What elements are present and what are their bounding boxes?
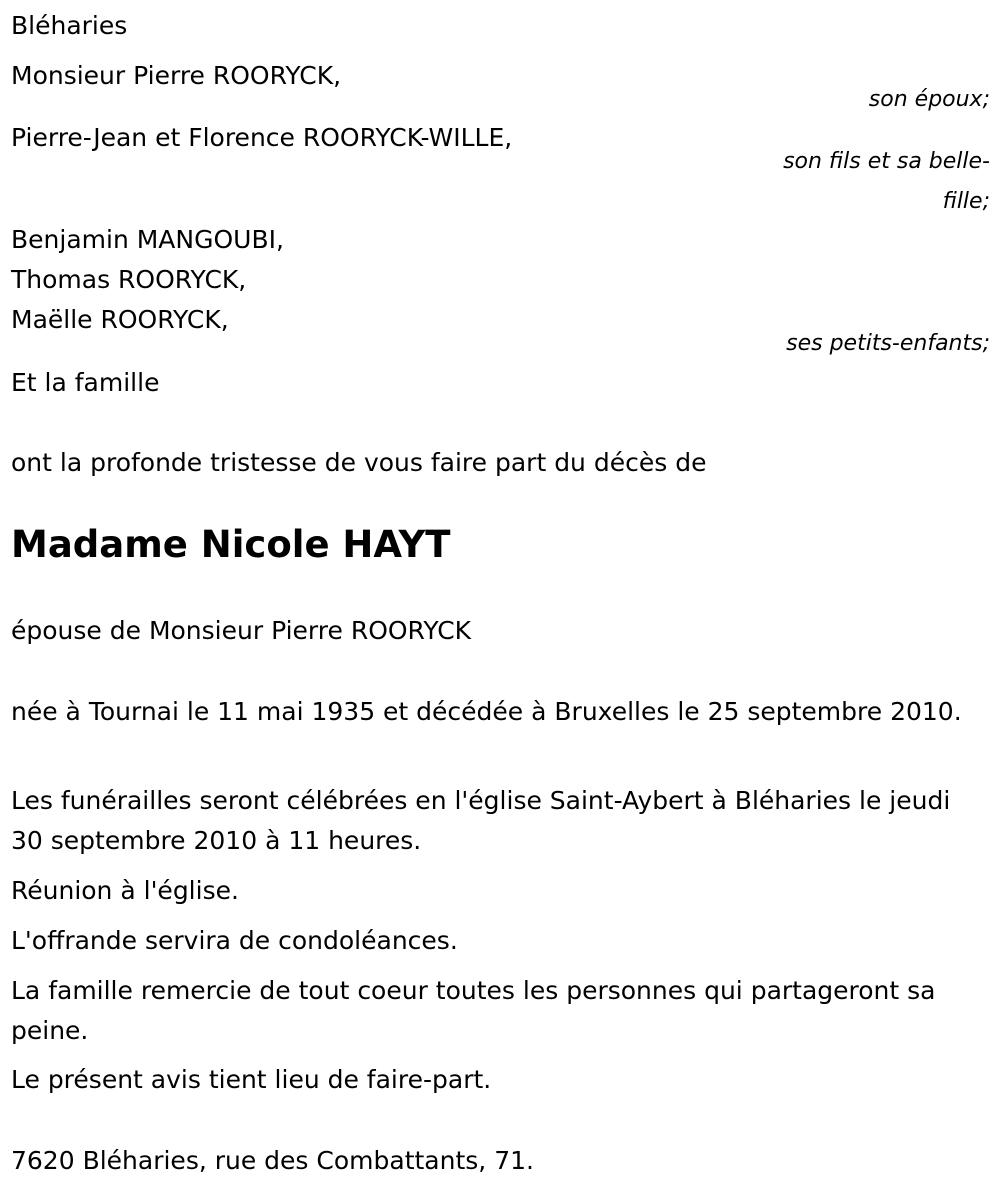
location: Bléharies — [11, 11, 128, 40]
grandchild-1: Benjamin MANGOUBI, — [11, 225, 284, 254]
spouse-line: épouse de Monsieur Pierre ROORYCK — [11, 616, 472, 645]
extended-family: Et la famille — [11, 368, 160, 397]
grandchild-3: Maëlle ROORYCK, — [11, 305, 229, 334]
role-spouse: son époux; — [868, 87, 990, 112]
notice-details: Le présent avis tient lieu de faire-part. — [11, 1065, 492, 1094]
role-grandchildren: ses petits-enfants; — [786, 331, 990, 356]
offering-details: L'offrande servira de condoléances. — [11, 926, 458, 955]
thanks-details: La famille remercie de tout coeur toutes les personnes qui partageront sa peine. — [11, 976, 936, 1045]
family-member-son: Pierre-Jean et Florence ROORYCK-WILLE, — [11, 123, 513, 152]
family-member-spouse: Monsieur Pierre ROORYCK, — [11, 61, 342, 90]
funeral-details: Les funérailles seront célébrées en l'église Saint-Aybert à Bléharies le jeudi 30 septembre 2010 à 11 heures. — [11, 786, 951, 855]
gathering-details: Réunion à l'église. — [11, 876, 239, 905]
grandchild-2: Thomas ROORYCK, — [11, 265, 247, 294]
birth-death-details: née à Tournai le 11 mai 1935 et décédée à Bruxelles le 25 septembre 2010. — [11, 697, 962, 726]
address: 7620 Bléharies, rue des Combattants, 71. — [11, 1146, 534, 1175]
role-son: son fils et sa belle-fille; — [783, 149, 990, 214]
deceased-name: Madame Nicole HAYT — [11, 523, 451, 566]
announcement: ont la profonde tristesse de vous faire part du décès de — [11, 448, 707, 477]
